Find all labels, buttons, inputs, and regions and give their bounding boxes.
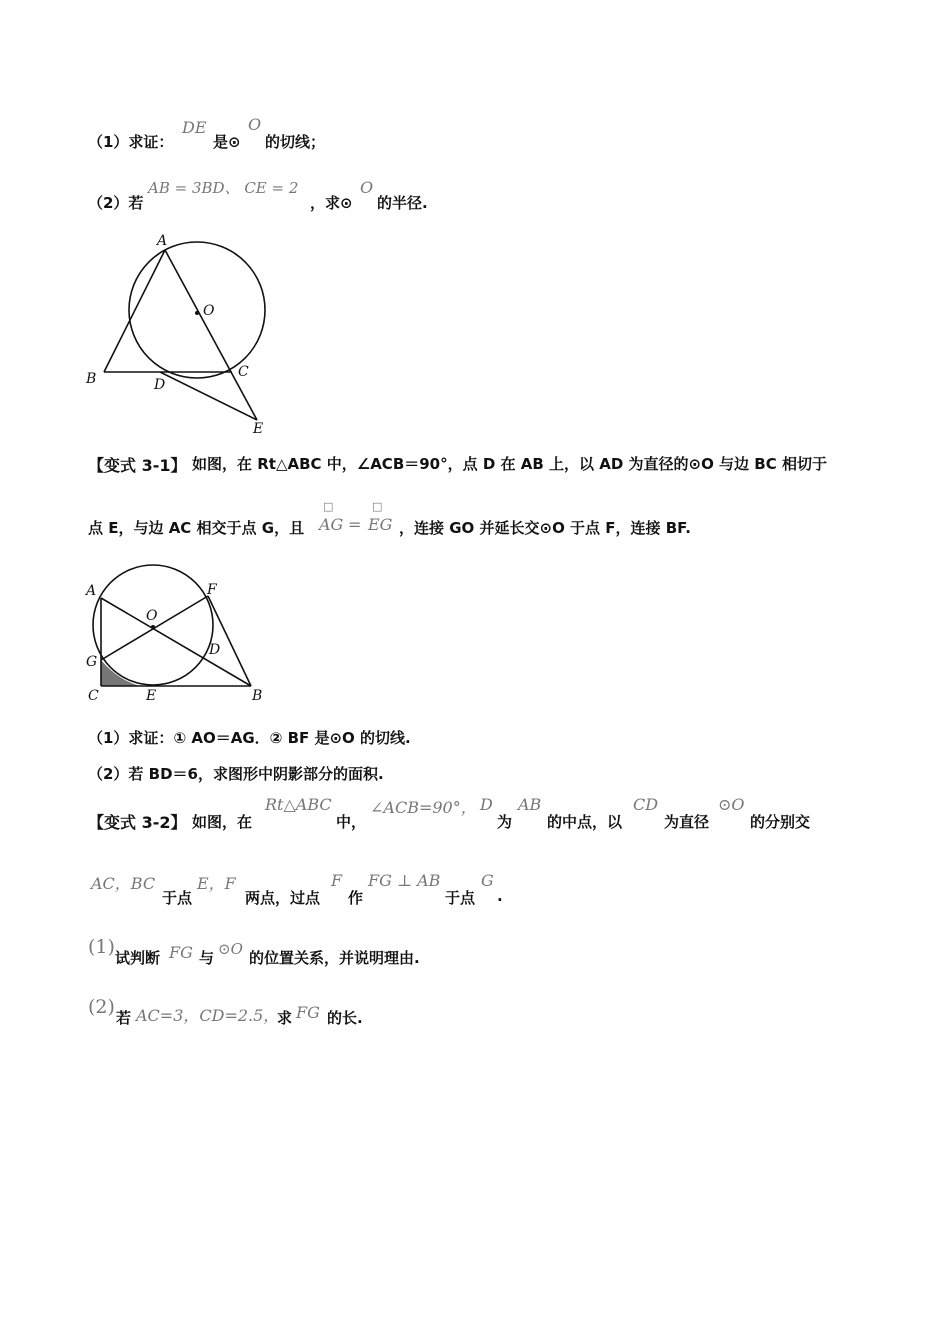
figure1-label-b: B bbox=[86, 371, 97, 387]
arc-eq: = bbox=[348, 515, 362, 534]
variant32-p2-num: (2) bbox=[88, 996, 115, 1018]
variant32-p2-t2: 求 bbox=[277, 1009, 293, 1027]
q1-suffix: 的切线； bbox=[265, 133, 326, 151]
variant32-p2-m-fg: FG bbox=[296, 1003, 320, 1022]
variant32-t-rugutu: 如图，在 bbox=[192, 813, 253, 831]
q1-prefix: （1）求证： bbox=[88, 133, 174, 151]
q1-mid: 是⊙ bbox=[213, 133, 241, 151]
variant31-tag: 【变式 3-1】 bbox=[88, 456, 187, 475]
variant32-t-liangdian: 两点，过点 bbox=[245, 889, 321, 907]
figure2-label-d: D bbox=[209, 642, 221, 658]
variant32-m-g: G bbox=[481, 871, 494, 890]
figure2-label-g: G bbox=[86, 654, 98, 670]
figure1-label-a: A bbox=[157, 233, 168, 249]
variant32-m-cd: CD bbox=[633, 795, 659, 814]
figure2-label-o: O bbox=[146, 608, 158, 624]
variant32-p2-t1: 若 bbox=[116, 1009, 132, 1027]
variant32-t-zhong: 中， bbox=[336, 813, 367, 831]
variant32-t-yudian2: 于点 bbox=[445, 889, 476, 907]
arc-mark-1: □ bbox=[323, 500, 334, 513]
variant32-p1-m-o: ⊙O bbox=[218, 940, 243, 958]
q1-math-de: DE bbox=[182, 118, 207, 137]
figure2-label-f: F bbox=[207, 582, 217, 598]
variant32-t-fenbie: 的分别交 bbox=[750, 813, 811, 831]
variant31-q1: （1）求证：① AO＝AG．② BF 是⊙O 的切线. bbox=[88, 729, 411, 747]
variant32-m-ab: AB bbox=[518, 795, 542, 814]
figure2-label-a: A bbox=[86, 583, 97, 599]
variant32-m-d: D bbox=[480, 795, 493, 814]
figure2-label-e: E bbox=[146, 688, 157, 704]
q2-mid: ，求⊙ bbox=[310, 194, 353, 212]
variant31-line1: 如图，在 Rt△ABC 中，∠ACB＝90°，点 D 在 AB 上，以 AD 为直径的⊙O 与边 BC 相切于 bbox=[192, 455, 827, 473]
variant31-line2-suffix: ，连接 GO 并延长交⊙O 于点 F，连接 BF. bbox=[399, 519, 691, 537]
figure2-center-dot bbox=[151, 625, 155, 629]
arc-ag: AG bbox=[319, 515, 344, 534]
figure1-label-c: C bbox=[238, 364, 249, 380]
variant32-m-f: F bbox=[331, 871, 343, 890]
variant32-t-zhongdian: 的中点，以 bbox=[547, 813, 623, 831]
variant32-t-wei: 为 bbox=[497, 813, 513, 831]
variant32-m-rt: Rt△ABC bbox=[265, 795, 332, 814]
variant32-m-perp: FG ⊥ AB bbox=[368, 871, 441, 890]
variant32-t-period: . bbox=[497, 887, 503, 905]
variant32-p1-num: (1) bbox=[88, 936, 115, 958]
variant32-m-acbc: AC，BC bbox=[91, 874, 156, 893]
q2-prefix: （2）若 bbox=[88, 194, 144, 212]
figure1-label-o: O bbox=[203, 303, 215, 319]
q1-math-o: O bbox=[248, 115, 262, 134]
q2-suffix: 的半径. bbox=[377, 194, 428, 212]
figure1-label-e: E bbox=[253, 421, 264, 437]
variant32-p1-t1: 试判断 bbox=[115, 949, 161, 967]
variant32-tag: 【变式 3-2】 bbox=[88, 813, 187, 832]
q2-math-o: O bbox=[360, 178, 374, 197]
arc-eg: EG bbox=[368, 515, 393, 534]
figure2-line-ab bbox=[101, 598, 251, 686]
variant32-p2-t3: 的长. bbox=[327, 1009, 363, 1027]
figure1-label-d: D bbox=[154, 377, 166, 393]
variant32-p1-t2: 与 bbox=[199, 949, 215, 967]
arc-mark-2: □ bbox=[372, 500, 383, 513]
variant31-q2: （2）若 BD＝6，求图形中阴影部分的面积. bbox=[88, 765, 384, 783]
variant32-m-circle: ⊙O bbox=[718, 795, 745, 814]
figure2-label-b: B bbox=[252, 688, 263, 704]
variant31-line2-prefix: 点 E，与边 AC 相交于点 G，且 bbox=[88, 519, 305, 537]
variant32-t-zuo: 作 bbox=[348, 889, 364, 907]
q2-math-cond: AB = 3BD、 CE = 2 bbox=[148, 179, 299, 197]
variant32-t-yudian1: 于点 bbox=[162, 889, 193, 907]
variant32-p1-t3: 的位置关系，并说明理由. bbox=[249, 949, 420, 967]
variant32-p1-m-fg: FG bbox=[169, 943, 193, 962]
figure2-label-c: C bbox=[88, 688, 99, 704]
variant32-m-angle: ∠ACB=90°， bbox=[370, 798, 477, 817]
variant32-t-zhijing: 为直径 bbox=[664, 813, 710, 831]
variant32-p2-m-cond: AC=3，CD=2.5， bbox=[136, 1006, 280, 1025]
variant32-m-ef: E，F bbox=[197, 874, 236, 893]
